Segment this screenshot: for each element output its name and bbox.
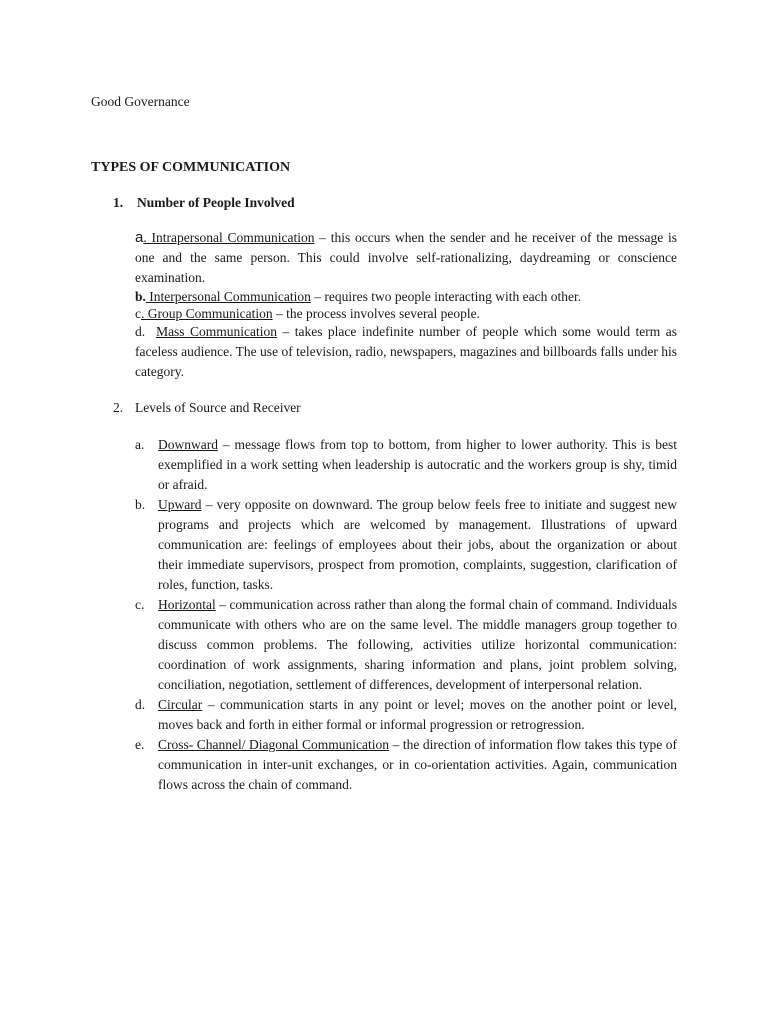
list-item-text — [158, 495, 677, 595]
list-item-description: – the direction of information flow takes this type of communication in inter-unit exchanges, or in co-orientation activities. Again, communication flows across the chain of command. — [158, 737, 677, 792]
list-item-text — [158, 595, 677, 695]
item-text: – the process involves several people. — [272, 306, 480, 321]
list-item-letter: e. — [135, 737, 145, 752]
list-item-text — [158, 695, 677, 735]
list-item-term: Circular — [158, 697, 203, 712]
list-item-term: Horizontal — [158, 597, 216, 612]
item-prefix: c — [135, 306, 141, 321]
item-text: – this occurs when the sender and he receiver of the message is one and the same person. This could involve self-rationalizing, daydreaming or conscience examination. — [135, 230, 677, 285]
item-term: Interpersonal Communication — [145, 289, 311, 304]
list-item-term: Downward — [158, 437, 218, 452]
list-item-description: – communication across rather than along the formal chain of command. Individuals communicate with others who are on the same level. The middle managers group together to discuss common problems. The following, activities utilize horizontal communication: coordination of work assignments, sharing information and plans, joint problem solving, conciliation, negotiation, settlement of differences, development of interpersonal relation. — [158, 597, 677, 692]
item-text: – requires two people interacting with each other. — [310, 289, 582, 304]
document-title: TYPES OF COMMUNICATION — [91, 160, 291, 175]
list-item-text — [158, 735, 677, 795]
interpersonal-paragraph — [135, 288, 677, 305]
list-item-term: Upward — [158, 497, 202, 512]
item-term: . Intrapersonal Communication — [143, 230, 315, 245]
list-item-description: – message flows from top to bottom, from higher to lower authority. This is best exemplified in a work setting when leadership is autocratic and the workers group is shy, timid or afraid. — [158, 437, 677, 492]
list-item-horizontal — [135, 595, 677, 695]
list-item-term: Cross- Channel/ Diagonal Communication — [158, 737, 390, 752]
section-2-number: 2. — [113, 400, 124, 415]
mass-paragraph — [135, 322, 677, 382]
section-2-title: Levels of Source and Receiver — [135, 400, 301, 415]
item-term: Mass Communication — [156, 324, 278, 339]
section-1-number: 1. — [113, 195, 124, 210]
list-item-text — [158, 435, 677, 495]
list-item-letter: d. — [135, 697, 146, 712]
list-item-description: – very opposite on downward. The group below feels free to initiate and suggest new programs and projects which are welcomed by management. Illustrations of upward communication are: feelings of employees about their jobs, about the organization or about their immediate supervisors, prospect from promotion, complaints, suggestion, clarification of roles, function, tasks. — [158, 497, 677, 592]
list-item-cross-channel — [135, 735, 677, 795]
item-prefix: a — [135, 229, 144, 246]
section-1-title: Number of People Involved — [137, 195, 295, 210]
item-prefix: d. — [135, 324, 146, 339]
section-2-heading — [113, 400, 301, 416]
list-item-letter: c. — [135, 597, 145, 612]
section-1-heading — [113, 195, 295, 211]
list-item-description: – communication starts in any point or level; moves on the another point or level, moves back and forth in either formal or informal progression or retrogression. — [158, 697, 677, 732]
section-2-list — [135, 435, 677, 795]
list-item-upward — [135, 495, 677, 595]
group-paragraph — [135, 305, 677, 322]
item-term: . Group Communication — [141, 306, 273, 321]
document-header: Good Governance — [91, 94, 190, 109]
section-1-body — [135, 228, 677, 382]
item-text: – takes place indefinite number of people which some would term as faceless audience. The use of television, radio, newspapers, magazines and billboards falls under his category. — [135, 324, 678, 379]
list-item-circular — [135, 695, 677, 735]
item-prefix: b. — [135, 289, 146, 304]
list-item-letter: a. — [135, 437, 145, 452]
list-item-downward — [135, 435, 677, 495]
intrapersonal-paragraph — [135, 228, 677, 288]
list-item-letter: b. — [135, 497, 146, 512]
